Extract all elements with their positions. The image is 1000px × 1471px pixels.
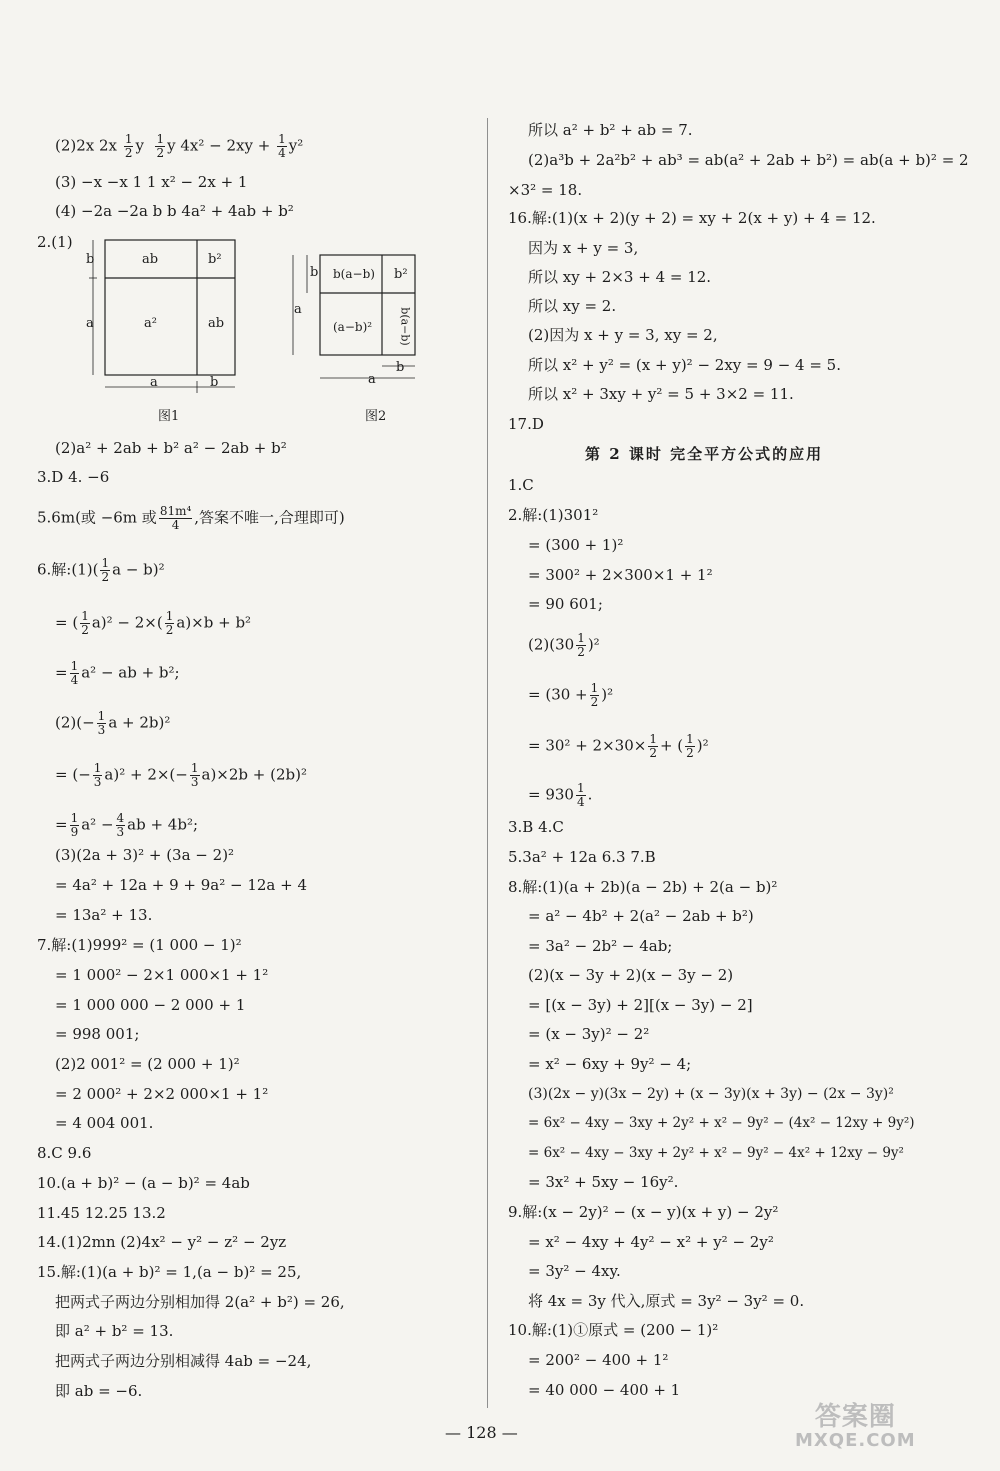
lesson2-answer-10-step-3: = 40 000 − 400 + 1 [528, 1381, 681, 1399]
lesson2-answer-8-3: (3)(2x − y)(3x − 2y) + (x − 3y)(x + 3y) − (2x − 3y)² [528, 1086, 894, 1102]
answer-6-step-2: = ( $\frac{1}{2}$ a)² − 2×( $\frac{1}{2}$ a)×b + b² [55, 609, 252, 637]
answer-16-step-2: 因为 x + y = 3, [528, 239, 639, 257]
lesson2-answer-8-step-9: = 6x² − 4xy − 3xy + 2y² + x² − 9y² − (4x² − 12xy + 9y²) [528, 1115, 915, 1131]
answer-15-2-result: 所以 a² + b² + ab = 7. [528, 121, 693, 139]
answer-6-step-5: = (− $\frac{1}{3}$ a)² + 2×(− $\frac{1}{3}$ a)×2b + (2b)² [55, 761, 307, 789]
page-number: — 128 — [445, 1423, 518, 1442]
fig2-dim-b-horizontal: b [396, 360, 405, 375]
answer-16-step-7: 所以 x² + 3xy + y² = 5 + 3×2 = 11. [528, 385, 794, 403]
answer-15-2: (2)a³b + 2a²b² + ab³ = ab(a² + 2ab + b²) = ab(a + b)² = 2 [528, 151, 969, 169]
fig1-ab-right: ab [208, 316, 225, 331]
lesson2-answer-8-step-6: = (x − 3y)² − 2² [528, 1025, 650, 1043]
lesson2-answer-2-step-8: = 930 $\frac{1}{4}$ . [528, 781, 593, 809]
lesson2-answer-5-7: 5.3a² + 12a 6.3 7.B [508, 848, 656, 866]
watermark-title: 答案圈 [814, 1402, 896, 1432]
fig1-dim-b-horizontal: b [210, 375, 219, 390]
lesson2-answer-8-2: (2)(x − 3y + 2)(x − 3y − 2) [528, 966, 734, 984]
lesson2-answer-8-step-10: = 6x² − 4xy − 3xy + 2y² + x² − 9y² − 4x² + 12xy − 9y² [528, 1145, 904, 1161]
answer-15-step-3: 即 a² + b² = 13. [55, 1322, 174, 1340]
fig1-dim-b-vertical: b [86, 252, 95, 267]
fig2-b2: b² [394, 267, 408, 282]
fig1-b2: b² [208, 252, 222, 267]
answer-7-step-4: = 998 001; [55, 1025, 140, 1043]
fig2-dim-a-vertical: a [294, 302, 302, 317]
lesson2-answer-2-step-2: = (300 + 1)² [528, 536, 624, 554]
lesson2-answer-1: 1.C [508, 476, 534, 494]
answer-17: 17.D [508, 415, 544, 433]
lesson2-answer-8-step-7: = x² − 6xy + 9y² − 4; [528, 1055, 692, 1073]
answer-11-13: 11.45 12.25 13.2 [37, 1204, 166, 1222]
fig1-a2: a² [144, 316, 157, 331]
answer-15-2-cont: ×3² = 18. [508, 181, 583, 199]
lesson2-answer-10-step-2: = 200² − 400 + 1² [528, 1351, 669, 1369]
watermark-url: MXQE.COM [795, 1430, 916, 1451]
answer-1-4: (4) −2a −2a b b 4a² + 4ab + b² [55, 202, 294, 220]
lesson2-answer-2-step-6: = (30 + $\frac{1}{2}$ )² [528, 681, 614, 709]
answer-16-step-4: 所以 xy = 2. [528, 297, 617, 315]
fig2-a-minus-b-squared: (a−b)² [333, 320, 373, 334]
answer-7-step-6: = 2 000² + 2×2 000×1 + 1² [55, 1085, 269, 1103]
answer-15-1: 15.解:(1)(a + b)² = 1,(a − b)² = 25, [37, 1263, 302, 1281]
answer-10: 10.(a + b)² − (a − b)² = 4ab [37, 1174, 250, 1192]
lesson2-answer-2-step-3: = 300² + 2×300×1 + 1² [528, 566, 713, 584]
answer-15-step-5: 即 ab = −6. [55, 1382, 143, 1400]
lesson2-answer-2-step-4: = 90 601; [528, 595, 603, 613]
answer-15-step-4: 把两式子两边分别相减得 4ab = −24, [55, 1352, 312, 1370]
column-divider [487, 118, 488, 1408]
answer-8-9: 8.C 9.6 [37, 1144, 92, 1162]
watermark-logo [795, 1402, 916, 1453]
answer-7-1: 7.解:(1)999² = (1 000 − 1)² [37, 936, 242, 954]
answer-5: 5.6m(或 −6m 或 $\frac{\text{81m⁴}}{4}$ ,答案不唯一,合理即可) [37, 504, 345, 532]
lesson2-answer-3-4: 3.B 4.C [508, 818, 564, 836]
lesson2-answer-2-2: (2)(30 $\frac{1}{2}$ )² [528, 631, 600, 659]
answer-16-step-6: 所以 x² + y² = (x + y)² − 2xy = 9 − 4 = 5. [528, 356, 841, 374]
answer-7-2: (2)2 001² = (2 000 + 1)² [55, 1055, 240, 1073]
fig2-b-a-minus-b-vertical: b(a−b) [398, 307, 412, 346]
answer-7-step-7: = 4 004 001. [55, 1114, 154, 1132]
lesson2-answer-8-step-11: = 3x² + 5xy − 16y². [528, 1173, 679, 1191]
answer-16-step-3: 所以 xy + 2×3 + 4 = 12. [528, 268, 712, 286]
lesson2-answer-8-step-3: = 3a² − 2b² − 4ab; [528, 937, 673, 955]
fig1-dim-a-horizontal: a [150, 375, 158, 390]
answer-6-3: (3)(2a + 3)² + (3a − 2)² [55, 846, 235, 864]
answer-6-step-8: = 4a² + 12a + 9 + 9a² − 12a + 4 [55, 876, 308, 894]
lesson2-answer-9-step-2: = x² − 4xy + 4y² − x² + y² − 2y² [528, 1233, 774, 1251]
fig1-ab-top: ab [142, 252, 159, 267]
answer-14: 14.(1)2mn (2)4x² − y² − z² − 2yz [37, 1233, 287, 1251]
answer-1-2: (2)2x 2x $\frac{1}{2}$ y $\frac{1}{2}$ y 4x² − 2xy + $\frac{1}{4}$ y² [55, 132, 304, 160]
answer-6-step-9: = 13a² + 13. [55, 906, 153, 924]
lesson2-answer-8-1: 8.解:(1)(a + 2b)(a − 2b) + 2(a − b)² [508, 878, 778, 896]
lesson2-answer-8-step-5: = [(x − 3y) + 2][(x − 3y) − 2] [528, 996, 753, 1014]
fig2-caption: 图2 [365, 409, 387, 424]
lesson2-answer-9-step-3: = 3y² − 4xy. [528, 1262, 621, 1280]
answer-6-2: (2)(− $\frac{1}{3}$ a + 2b)² [55, 709, 171, 737]
fig2-b-a-minus-b: b(a−b) [333, 267, 375, 281]
lesson2-answer-2-step-7: = 30² + 2×30× $\frac{1}{2}$ + ( $\frac{1}{2}$ )² [528, 732, 709, 760]
answer-6-step-3: = $\frac{1}{4}$ a² − ab + b²; [55, 659, 180, 687]
answer-2-2: (2)a² + 2ab + b² a² − 2ab + b² [55, 439, 287, 457]
fig1-caption: 图1 [158, 409, 180, 424]
fig2-dim-a-horizontal: a [368, 372, 376, 387]
lesson2-answer-8-step-2: = a² − 4b² + 2(a² − 2ab + b²) [528, 907, 754, 925]
section-heading: 第 2 课时 完全平方公式的应用 [585, 445, 824, 463]
answer-16-1: 16.解:(1)(x + 2)(y + 2) = xy + 2(x + y) + 4 = 12. [508, 209, 876, 227]
answer-1-3: (3) −x −x 1 1 x² − 2x + 1 [55, 173, 248, 191]
answer-6-step-6: = $\frac{1}{9}$ a² − $\frac{4}{3}$ ab + 4b²; [55, 811, 199, 839]
lesson2-answer-9: 9.解:(x − 2y)² − (x − y)(x + y) − 2y² [508, 1203, 779, 1221]
answer-16-2: (2)因为 x + y = 3, xy = 2, [528, 326, 718, 344]
answer-3-4: 3.D 4. −6 [37, 468, 110, 486]
lesson2-answer-10-1: 10.解:(1)①原式 = (200 − 1)² [508, 1321, 719, 1339]
lesson2-answer-2-1: 2.解:(1)301² [508, 506, 599, 524]
answer-2-label: 2.(1) [37, 233, 73, 251]
fig2-dim-b-vertical: b [310, 265, 319, 280]
fig1-dim-a-vertical: a [86, 316, 94, 331]
answer-7-step-3: = 1 000 000 − 2 000 + 1 [55, 996, 246, 1014]
answer-6-1: 6.解:(1)( $\frac{1}{2}$ a − b)² [37, 556, 165, 584]
answer-7-step-2: = 1 000² − 2×1 000×1 + 1² [55, 966, 269, 984]
answer-15-step-2: 把两式子两边分别相加得 2(a² + b²) = 26, [55, 1293, 345, 1311]
lesson2-answer-9-step-4: 将 4x = 3y 代入,原式 = 3y² − 3y² = 0. [528, 1292, 805, 1310]
